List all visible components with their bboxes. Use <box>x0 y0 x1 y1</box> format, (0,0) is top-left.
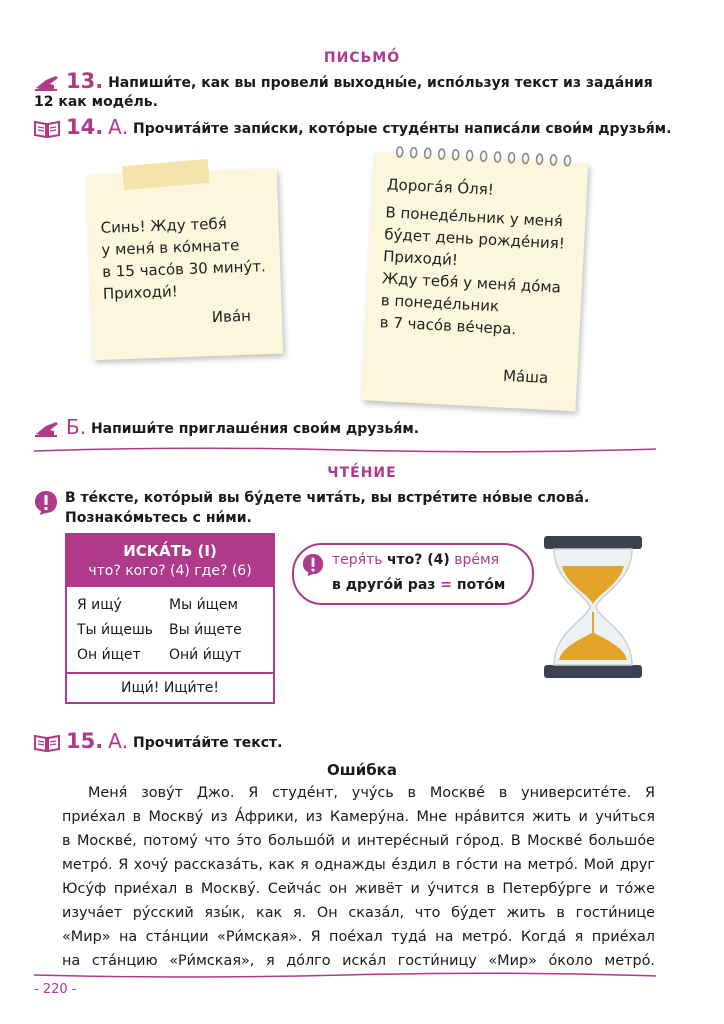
story-line: изуча́ет ру́сский язы́к, как я. Он сказа́л, что бу́дет жить в гости́нице <box>62 905 655 921</box>
note-signature: Ива́н <box>211 306 252 327</box>
note-line: Приходи́! <box>102 282 178 303</box>
task-text: Прочита́йте текст. <box>133 735 283 751</box>
verb-card <box>65 533 275 704</box>
conj-cell: Он и́щет <box>77 647 141 663</box>
spiral-binding <box>394 146 574 169</box>
page-number: - 220 - <box>34 982 77 997</box>
story-text <box>62 781 655 973</box>
tape <box>122 159 210 190</box>
note-line: Дорога́я О́ля! <box>386 175 495 199</box>
task-letter: А. <box>108 729 129 753</box>
note-line: в 7 часо́в ве́чера. <box>379 313 517 339</box>
story-line: метро́. Я хочу́ рассказа́ть, как я однажды е́здил в го́сти на метро́. Мой друг <box>62 857 655 873</box>
task-letter: Б. <box>66 415 87 439</box>
divider-wave <box>34 445 656 455</box>
conj-cell: Я ищу́ <box>77 597 122 613</box>
note-line: Жду тебя́ у меня́ до́ма <box>381 269 562 297</box>
conj-cell: Мы и́щем <box>169 597 239 613</box>
exclamation-icon <box>302 553 324 577</box>
story-line: прие́хал в Москву́ из А́фрики, из Камеру́на. Мне нра́вится жить и учи́ться <box>62 809 655 825</box>
note-line: В понеде́льник у меня́ <box>385 203 564 231</box>
pencil-hand-icon <box>34 420 60 438</box>
story-line: на ста́нцию «Ри́мская», я до́лго иска́л гости́ницу «Мир» о́коло метро́. <box>62 953 655 969</box>
task-letter: А. <box>108 115 129 139</box>
task-number: 13. <box>66 69 104 93</box>
section-title-writing: ПИСЬМО́ <box>323 50 401 66</box>
conj-cell: Вы и́щете <box>169 622 242 638</box>
note-line: в понеде́льник <box>380 291 500 316</box>
note-line: в 15 часо́в 30 мину́т. <box>101 257 267 281</box>
task-text: Напиши́те, как вы провели́ выходны́е, испо́льзуя текст из зада́ния 12 как моде́ль. <box>34 75 653 110</box>
task-14a <box>34 115 694 139</box>
divider-wave <box>34 971 656 981</box>
note-line: у меня́ в ко́мнате <box>101 236 240 259</box>
hourglass-icon <box>540 532 646 682</box>
phrase-verb: теря́ть <box>332 552 383 568</box>
note-line: Приходи́! <box>382 247 459 270</box>
note-masha <box>362 153 589 412</box>
phrase-object: вре́мя <box>454 552 500 568</box>
exclamation-icon <box>34 490 58 516</box>
story-line: Юсу́ф прие́хал в Москву́. Сейча́с он живёт и у́чится в Петербу́рге и то́же <box>62 881 655 897</box>
phrase-equals: = <box>440 577 453 593</box>
story-line: Меня́ зову́т Джо. Я студе́нт, учу́сь в Москве́ в университе́те. Я <box>88 785 655 801</box>
task-text: Напиши́те приглаше́ния свои́м друзья́м. <box>90 421 420 437</box>
vocab-notice-text: В те́ксте, кото́рый вы бу́дете чита́ть, вы встре́тите но́вые слова́. Познако́мьтесь с ни́ми. <box>65 490 590 526</box>
task-15a <box>34 729 674 753</box>
task-number: 15. <box>66 729 104 753</box>
pencil-hand-icon <box>34 74 60 92</box>
note-line: Синь! Жду тебя́ <box>100 214 227 237</box>
vocab-notice <box>34 488 674 528</box>
conj-cell: Они́ и́щут <box>169 647 242 663</box>
phrase-synonym: пото́м <box>456 577 506 593</box>
note-ivan <box>87 169 283 361</box>
task-14b <box>34 415 674 439</box>
note-line: бу́дет день рожде́ния! <box>383 225 566 253</box>
story-line: «Мир» на ста́нции «Ри́мская». Я пое́хал туда́ на метро́. Когда́ я прие́хал <box>62 929 655 945</box>
open-book-icon <box>34 734 60 752</box>
verb-imperative: Ищи́! Ищи́те! <box>121 680 219 696</box>
story-line: в Москве́, потому́ что э́то большо́й и интере́сный го́род. В Москве́ большо́е <box>62 833 655 849</box>
task-text: Прочита́йте запи́ски, кото́рые студе́нты написа́ли свои́м друзья́м. <box>133 121 672 137</box>
story-title: Оши́бка <box>327 761 397 779</box>
phrase-box <box>292 543 534 605</box>
conj-cell: Ты и́щешь <box>77 622 154 638</box>
phrase-question: что? (4) <box>386 552 450 568</box>
verb-subtitle: что? кого? (4) где? (6) <box>88 563 252 579</box>
note-signature: Ма́ша <box>502 366 549 387</box>
open-book-icon <box>34 120 60 138</box>
verb-title: ИСКА́ТЬ (I) <box>123 542 217 560</box>
task-number: 14. <box>66 115 104 139</box>
section-title-reading: ЧТЕ́НИЕ <box>327 465 397 481</box>
phrase-expression: в друго́й раз <box>332 577 436 593</box>
task-13 <box>34 69 674 112</box>
